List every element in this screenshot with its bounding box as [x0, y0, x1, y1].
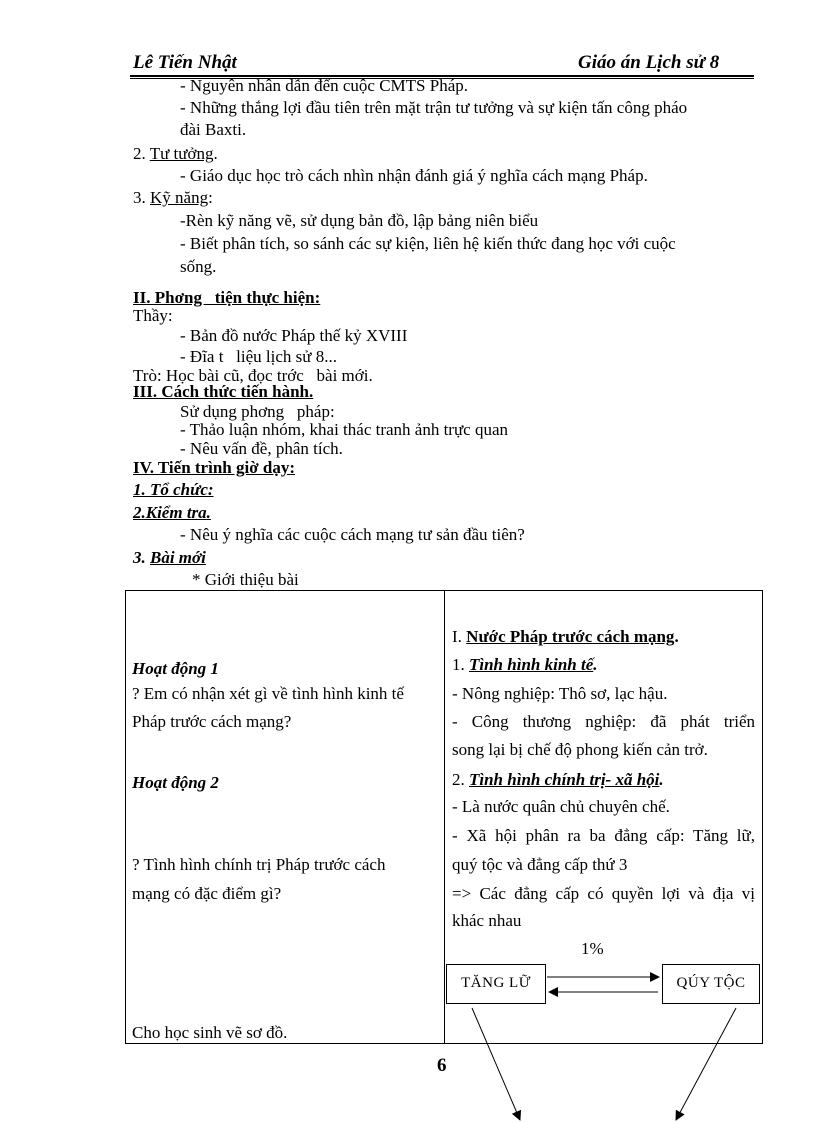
step-3-title: Bài mới — [150, 548, 206, 567]
skill-heading — [133, 188, 213, 208]
diagram-box-clergy: TĂNG LỮ — [446, 964, 546, 1004]
politics-item-2-cont: quý tộc và đẳng cấp thứ 3 — [452, 855, 628, 874]
skill-title: Kỹ năng — [150, 188, 209, 207]
step-3-number: 3. — [133, 548, 150, 567]
activity-1-question: ? Em có nhận xét gì về tình hình kinh tế — [132, 684, 404, 703]
header-subject: Giáo án Lịch sử 8 — [578, 52, 720, 73]
knowledge-item-2-cont: đài Baxti. — [180, 120, 247, 139]
skill-item-2-cont: sống. — [180, 257, 217, 276]
section-4-title: IV. Tiến trình giờ dạy: — [133, 458, 295, 477]
teacher-item-1: - Bản đồ nước Pháp thế kỷ XVIII — [180, 326, 408, 345]
thought-number: 2. — [133, 144, 146, 163]
skill-item-2: - Biết phân tích, so sánh các sự kiện, liên hệ kiến thức đang học với cuộc — [180, 234, 676, 253]
table-column-divider — [444, 591, 445, 1043]
thought-title: Tư tưởng — [149, 144, 214, 163]
activity-1-title: Hoạt động 1 — [132, 659, 219, 678]
skill-colon: : — [208, 188, 213, 207]
politics-item-2: - Xã hội phân ra ba đẳng cấp: Tăng lữ, — [452, 826, 755, 845]
step-3-intro: * Giới thiệu bài — [192, 570, 299, 589]
method-label: Sử dụng phơng pháp: — [180, 402, 335, 421]
trade-line: - Công thương nghiệp: đã phát triển — [452, 712, 755, 731]
politics-conclusion: => Các đẳng cấp có quyền lợi và địa vị — [452, 884, 755, 903]
politics-title: Tình hình chính trị- xã hội — [469, 770, 660, 789]
agriculture-line: - Nông nghiệp: Thô sơ, lạc hậu. — [452, 684, 668, 703]
knowledge-item-2: - Những thắng lợi đầu tiên trên mặt trận tư tưởng và sự kiện tấn công pháo — [180, 98, 688, 117]
economy-title: Tình hình kinh tế — [469, 655, 594, 674]
method-item-1: - Thảo luận nhóm, khai thác tranh ảnh trực quan — [180, 420, 509, 439]
skill-number: 3. — [133, 188, 146, 207]
method-item-2: - Nêu vấn đề, phân tích. — [180, 439, 343, 458]
trade-line-cont: song lại bị chế độ phong kiến cản trở. — [452, 740, 708, 759]
activity-2-question-cont: mạng có đặc điểm gì? — [132, 884, 282, 903]
thought-dot: . — [213, 144, 218, 163]
politics-conclusion-cont: khác nhau — [452, 911, 522, 930]
section-i-title: Nước Pháp trước cách mạng — [466, 627, 675, 646]
politics-number: 2. — [452, 770, 469, 789]
step-2-title: 2.Kiểm tra. — [133, 503, 211, 522]
section-3-title: III. Cách thức tiến hành. — [133, 382, 314, 401]
teacher-item-2: - Đĩa t liệu lịch sử 8... — [180, 347, 337, 366]
thought-heading — [133, 144, 218, 164]
diagram-percent-label: 1% — [581, 939, 604, 958]
student-line: Trò: Học bài cũ, đọc trớc bài mới. — [133, 366, 373, 385]
step-2-question: - Nêu ý nghĩa các cuộc cách mạng tư sản đầu tiên? — [180, 525, 525, 544]
step-3-heading — [133, 548, 206, 568]
knowledge-item-1: - Nguyên nhân dẫn đến cuộc CMTS Pháp. — [180, 76, 469, 95]
skill-item-1: -Rèn kỹ năng vẽ, sử dụng bản đồ, lập bảng niên biểu — [180, 211, 539, 230]
activity-2-title: Hoạt động 2 — [132, 773, 219, 792]
section-i-number: I. — [452, 627, 467, 646]
economy-dot: . — [593, 655, 598, 674]
section-2-title: II. Phơng tiện thực hiện: — [133, 288, 321, 307]
section-i-heading — [452, 627, 679, 647]
politics-item-1: - Là nước quân chủ chuyên chế. — [452, 797, 670, 816]
draw-instruction: Cho học sinh vẽ sơ đồ. — [132, 1023, 288, 1042]
activity-2-question: ? Tình hình chính trị Pháp trước cách — [132, 855, 386, 874]
economy-number: 1. — [452, 655, 469, 674]
step-1-title: 1. Tổ chức: — [133, 480, 214, 499]
section-i-dot: . — [674, 627, 679, 646]
diagram-box-nobility: QÚY TỘC — [662, 964, 760, 1004]
politics-heading — [452, 770, 664, 790]
politics-dot: . — [659, 770, 664, 789]
thought-text: - Giáo dục học trò cách nhìn nhận đánh giá ý nghĩa cách mạng Pháp. — [180, 166, 648, 185]
activity-1-question-cont: Pháp trước cách mạng? — [132, 712, 292, 731]
page-number: 6 — [437, 1055, 447, 1076]
header-author: Lê Tiến Nhật — [133, 52, 237, 73]
teacher-label: Thầy: — [133, 306, 173, 325]
economy-heading — [452, 655, 598, 675]
